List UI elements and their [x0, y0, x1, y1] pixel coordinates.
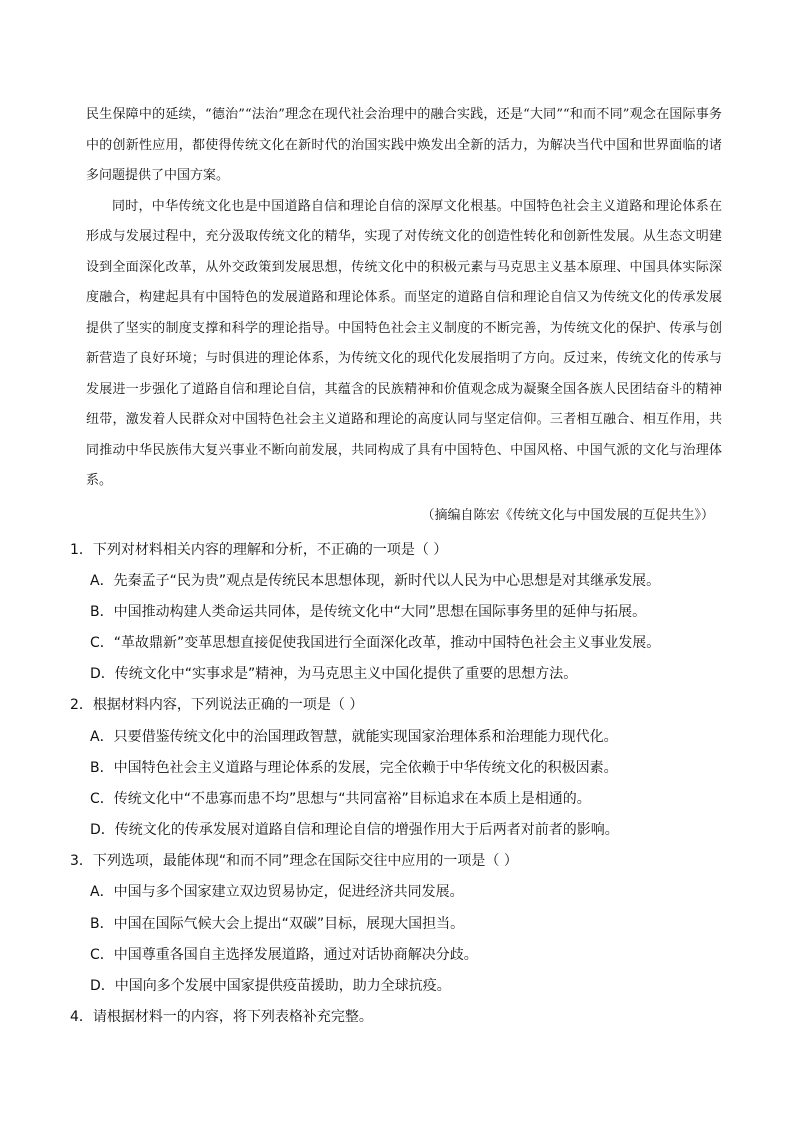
- question-1-option-c: C．“革故鼎新”变革思想直接促使我国进行全面深化改革，推动中国特色社会主义事业发展。: [90, 635, 661, 651]
- passage-paragraph-1: 民生保障中的延续，“德治”“法治”理念在现代社会治理中的融合实践，还是“大同”“和而不同”观念在国际事务中的创新性应用，都使得传统文化在新时代的治国实践中焕发出全新的活力，为解决当代中国和世界面临的诸多问题提供了中国方案。: [86, 107, 722, 183]
- question-1-option-d: D．传统文化中“实事求是”精神，为马克思主义中国化提供了重要的思想方法。: [90, 666, 578, 682]
- passage-source: （摘编自陈宏《传统文化与中国发展的互促共生》）: [421, 508, 714, 523]
- question-3-option-d: D．中国向多个发展中国家提供疫苗援助，助力全球抗疫。: [90, 978, 451, 994]
- question-2-option-c: C．传统文化中“不患寡而患不均”思想与“共同富裕”目标追求在本质上是相通的。: [90, 791, 591, 807]
- question-3-stem: 3．下列选项，最能体现“和而不同”理念在国际交往中应用的一项是（ ）: [70, 853, 518, 869]
- question-3-option-c: C．中国尊重各国自主选择发展道路，通过对话协商解决分歧。: [90, 947, 478, 963]
- question-2-option-b: B．中国特色社会主义道路与理论体系的发展，完全依赖于中华传统文化的积极因素。: [90, 760, 618, 776]
- question-3-option-a: A．中国与多个国家建立双边贸易协定，促进经济共同发展。: [90, 884, 464, 900]
- question-3-option-b: B．中国在国际气候大会上提出“双碳”目标，展现大国担当。: [90, 916, 465, 932]
- question-2-stem: 2．根据材料内容，下列说法正确的一项是（ ）: [70, 697, 364, 713]
- question-1-option-b: B．中国推动构建人类命运共同体，是传统文化中“大同”思想在国际事务里的延伸与拓展。: [90, 604, 647, 620]
- question-2-option-d: D．传统文化的传承发展对道路自信和理论自信的增强作用大于后两者对前者的影响。: [90, 822, 619, 838]
- question-1-option-a: A．先秦孟子“民为贵”观点是传统民本思想体现，新时代以人民为中心思想是对其继承发展。: [90, 573, 661, 589]
- passage-paragraph-2: 同时，中华传统文化也是中国道路自信和理论自信的深厚文化根基。中国特色社会主义道路和理论体系在形成与发展过程中，充分汲取传统文化的精华，实现了对传统文化的创造性转化和创新性发展。从生态文明建设到全面深化改革，从外交政策到发展思想，传统文化中的积极元素与马克思主义基本原理、中国具体实际深度融合，构建起具有中国特色的发展道路和理论体系。而坚定的道路自信和理论自信又为传统文化的传承发展提供了坚实的制度支撑和科学的理论指导。中国特色社会主义制度的不断完善，为传统文化的保护、传承与创新营造了良好环境；与时俱进的理论体系，为传统文化的现代化发展指明了方向。反过来，传统文化的传承与发展进一步强化了道路自信和理论自信，其蕴含的民族精神和价值观念成为凝聚全国各族人民团结奋斗的精神纽带，激发着人民群众对中国特色社会主义道路和理论的高度认同与坚定信仰。三者相互融合、相互作用，共同推动中华民族伟大复兴事业不断向前发展，共同构成了具有中国特色、中国风格、中国气派的文化与治理体系。: [86, 198, 722, 488]
- question-4-stem: 4．请根据材料一的内容，将下列表格补充完整。: [70, 1009, 373, 1025]
- question-1-stem: 1．下列对材料相关内容的理解和分析，不正确的一项是（ ）: [70, 542, 448, 558]
- question-2-option-a: A．只要借鉴传统文化中的治国理政智慧，就能实现国家治理体系和治理能力现代化。: [90, 729, 618, 745]
- reading-passage: [86, 100, 722, 497]
